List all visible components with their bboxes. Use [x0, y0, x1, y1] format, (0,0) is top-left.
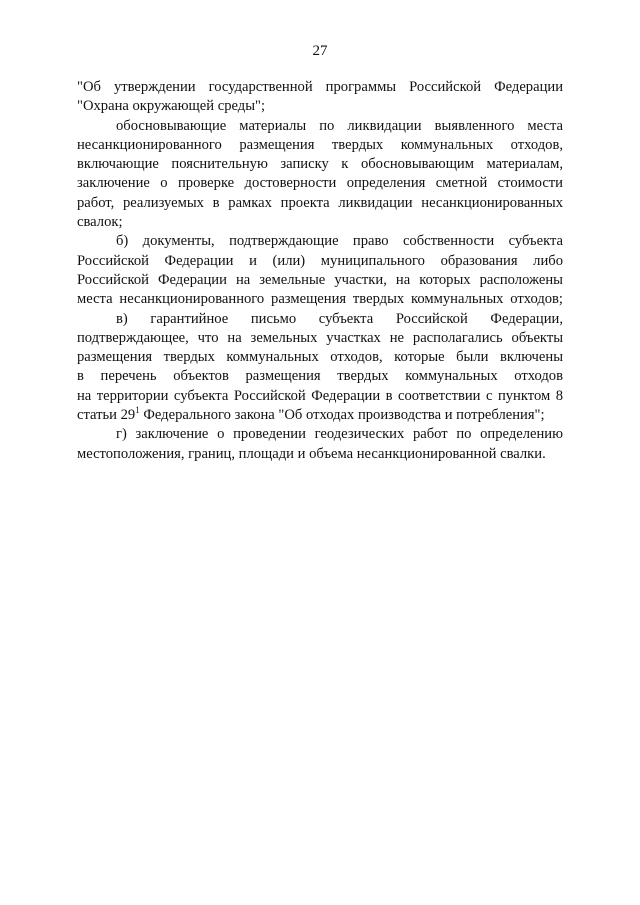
paragraph-line: местоположения, границ, площади и объема несанкционированной свалки. — [77, 445, 546, 462]
paragraph-line: несанкционированного размещения твердых коммунальных отходов, — [77, 136, 563, 153]
paragraph-line: на территории субъекта Российской Федерации в соответствии с пунктом 8 — [77, 387, 563, 404]
paragraph-line: г) заключение о проведении геодезических работ по определению — [116, 426, 563, 443]
paragraph-line: подтверждающее, что на земельных участках не располагались объекты — [77, 329, 563, 346]
document-body — [77, 78, 563, 464]
footnote-superscript: 1 — [135, 405, 140, 416]
paragraph-line: Российской Федерации на земельные участки, на которых расположены — [77, 271, 563, 288]
paragraph-line: Российской Федерации и (или) муниципального образования либо — [77, 252, 563, 269]
paragraph-line: в) гарантийное письмо субъекта Российской Федерации, — [116, 310, 563, 327]
paragraph-line: в перечень объектов размещения твердых коммунальных отходов — [77, 368, 563, 385]
paragraph-line: обосновывающие материалы по ликвидации выявленного места — [116, 117, 563, 134]
paragraph-line: места несанкционированного размещения твердых коммунальных отходов; — [77, 291, 563, 308]
paragraph-line: свалок; — [77, 214, 123, 231]
statute-article-text: статьи 29 — [77, 407, 136, 424]
paragraph-line: б) документы, подтверждающие право собственности субъекта — [116, 233, 563, 250]
paragraph-line: заключение о проверке достоверности определения сметной стоимости — [77, 175, 563, 192]
paragraph-line: "Об утверждении государственной программы Российской Федерации — [77, 79, 563, 95]
paragraph-line: включающие пояснительную записку к обосновывающим материалам, — [77, 156, 563, 173]
paragraph-line: размещения твердых коммунальных отходов, которые были включены — [77, 349, 563, 366]
paragraph-line: работ, реализуемых в рамках проекта ликвидации несанкционированных — [77, 194, 563, 211]
paragraph-line — [77, 406, 563, 425]
page-number: 27 — [312, 43, 328, 59]
paragraph-line: "Охрана окружающей среды"; — [77, 98, 266, 115]
statute-law-text: Федерального закона "Об отходах производства и потребления"; — [139, 407, 545, 424]
